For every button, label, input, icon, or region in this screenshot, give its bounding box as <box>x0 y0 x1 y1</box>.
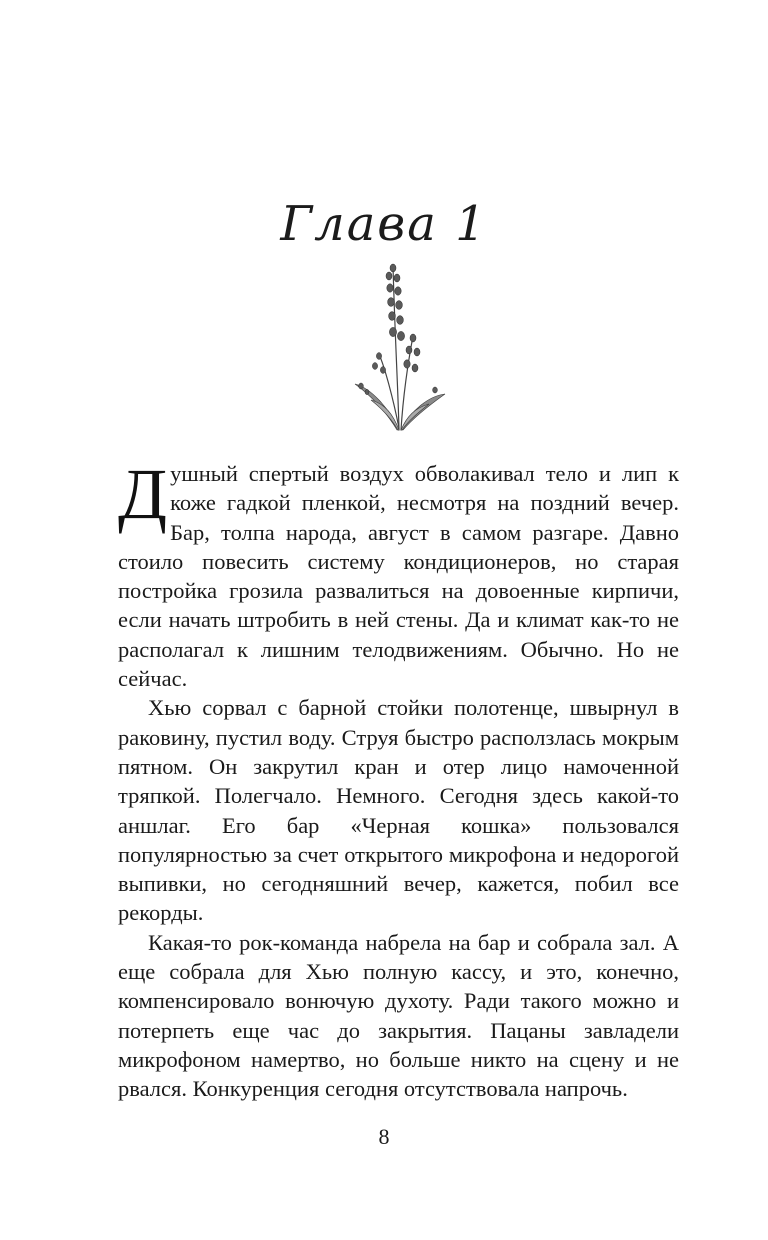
chapter-body <box>118 454 679 1104</box>
paragraph-3: Какая-то рок-команда набрела на бар и собрала зал. А еще собрала для Хью полную кассу, и это, конечно, компенсировало вонючую духоту. Ради такого можно и потерпеть еще час до закрытия. Пацаны завладели микрофоном намертво, но больше никто на сцену и не рвался. Конкуренция сегодня отсутствовала напрочь. <box>118 929 679 1102</box>
paragraph-2: Хью сорвал с барной стойки полотенце, швырнул в раковину, пустил воду. Струя быстро расползлась мокрым пятном. Он закрутил кран и отер лицо намоченной тряпкой. Полегчало. Немного. Сегодня здесь какой-то аншлаг. Его бар «Черная кошка» пользовался популярностью за счет открытого микрофона и недорогой выпивки, но сегодняшний вечер, кажется, побил все рекорды. <box>118 695 679 926</box>
chapter-title: Глава 1 <box>280 196 488 252</box>
paragraph-1-text: ушный спертый воздух обволакивал тело и лип к коже гадкой пленкой, несмотря на поздний вечер. Бар, толпа народа, август в самом разгаре. Давно стоило повесить систему кондиционеров, но старая постройка грозила развалиться на довоенные кирпичи, если начать штробить в ней стены. Да и климат как-то не располагал к лишним телодвижениям. Обычно. Но не сейчас. <box>118 461 679 692</box>
paragraph-1 <box>118 454 679 693</box>
drop-cap: Д <box>118 454 168 534</box>
page-number: 8 <box>378 1124 390 1149</box>
lavender-sprig-icon <box>349 258 449 436</box>
